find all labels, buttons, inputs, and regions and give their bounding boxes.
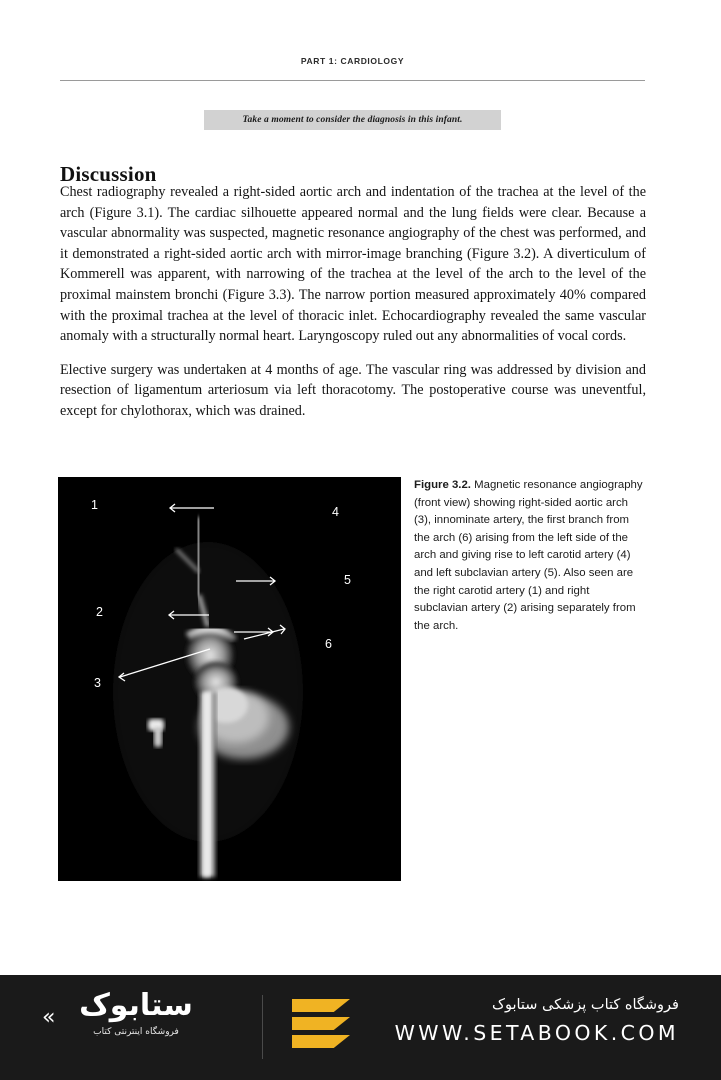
- body-text: [60, 182, 646, 435]
- brand-logo[interactable]: [46, 989, 226, 1065]
- annotation-3: 3: [94, 676, 101, 690]
- chevron-left-icon: «: [42, 1005, 56, 1030]
- annotation-2: 2: [96, 605, 103, 619]
- annotation-6: 6: [325, 637, 332, 651]
- page-title: Discussion: [60, 162, 157, 187]
- footer-url[interactable]: WWW.SETABOOK.COM: [394, 1021, 679, 1045]
- footer-contact: [395, 997, 679, 1045]
- paragraph-1: Chest radiography revealed a right-sided aortic arch and indentation of the trachea at the level of the arch (Figure 3.1). The cardiac silhouette appeared normal and the lung fields were clear. Because a vascular abnormality was suspected, magnetic resonance angiography of the chest was performed, and it demonstrated a right-sided aortic arch with mirror-image branching (Figure 3.2). A diverticulum of Kommerell was apparent, with narrowing of the trachea at the level of the arch to the level of the proximal mainstem bronchi (Figure 3.3). The narrow portion measured approximately 40% compared with the proximal trachea at the level of thoracic inlet. Echocardiography revealed the same vascular anomaly with a structurally normal heart. Laryngoscopy ruled out any abnormalities of vocal cords.: [60, 184, 646, 345]
- annotation-5: 5: [344, 573, 351, 587]
- callout-box: [204, 110, 501, 130]
- figure-caption: [414, 477, 646, 635]
- footer-tagline: فروشگاه کتاب پزشکی ستابوک: [491, 997, 679, 1013]
- figure-image: [58, 477, 401, 881]
- annotation-1: 1: [91, 498, 98, 512]
- chevrons-logo-icon: [292, 999, 350, 1055]
- annotation-4: 4: [332, 505, 339, 519]
- header-rule: [60, 80, 645, 81]
- callout-text: Take a moment to consider the diagnosis in this infant.: [242, 115, 463, 125]
- brand-subtitle: فروشگاه اینترنتی کتاب: [93, 1027, 179, 1037]
- running-head: PART 1: CARDIOLOGY: [300, 56, 405, 66]
- figure-caption-text: Magnetic resonance angiography (front view) showing right-sided aortic arch (3), innominate artery, the first branch from the arch (6) arising from the left side of the arch and giving rise to left carotid artery (4) and left subclavian artery (5). Also seen are the right carotid artery (1) and right subclavian artery (2) arising separately from the arch.: [414, 479, 643, 632]
- footer-divider: [262, 995, 263, 1059]
- site-footer: [0, 975, 721, 1080]
- paragraph-2: Elective surgery was undertaken at 4 months of age. The vascular ring was addressed by division and resection of ligamentum arteriosum via left thoracotomy. The postoperative course was uneventful, except for chylothorax, which was drained.: [60, 361, 646, 419]
- figure-label: Figure 3.2.: [414, 479, 471, 491]
- brand-name: ستابوک: [79, 988, 193, 1023]
